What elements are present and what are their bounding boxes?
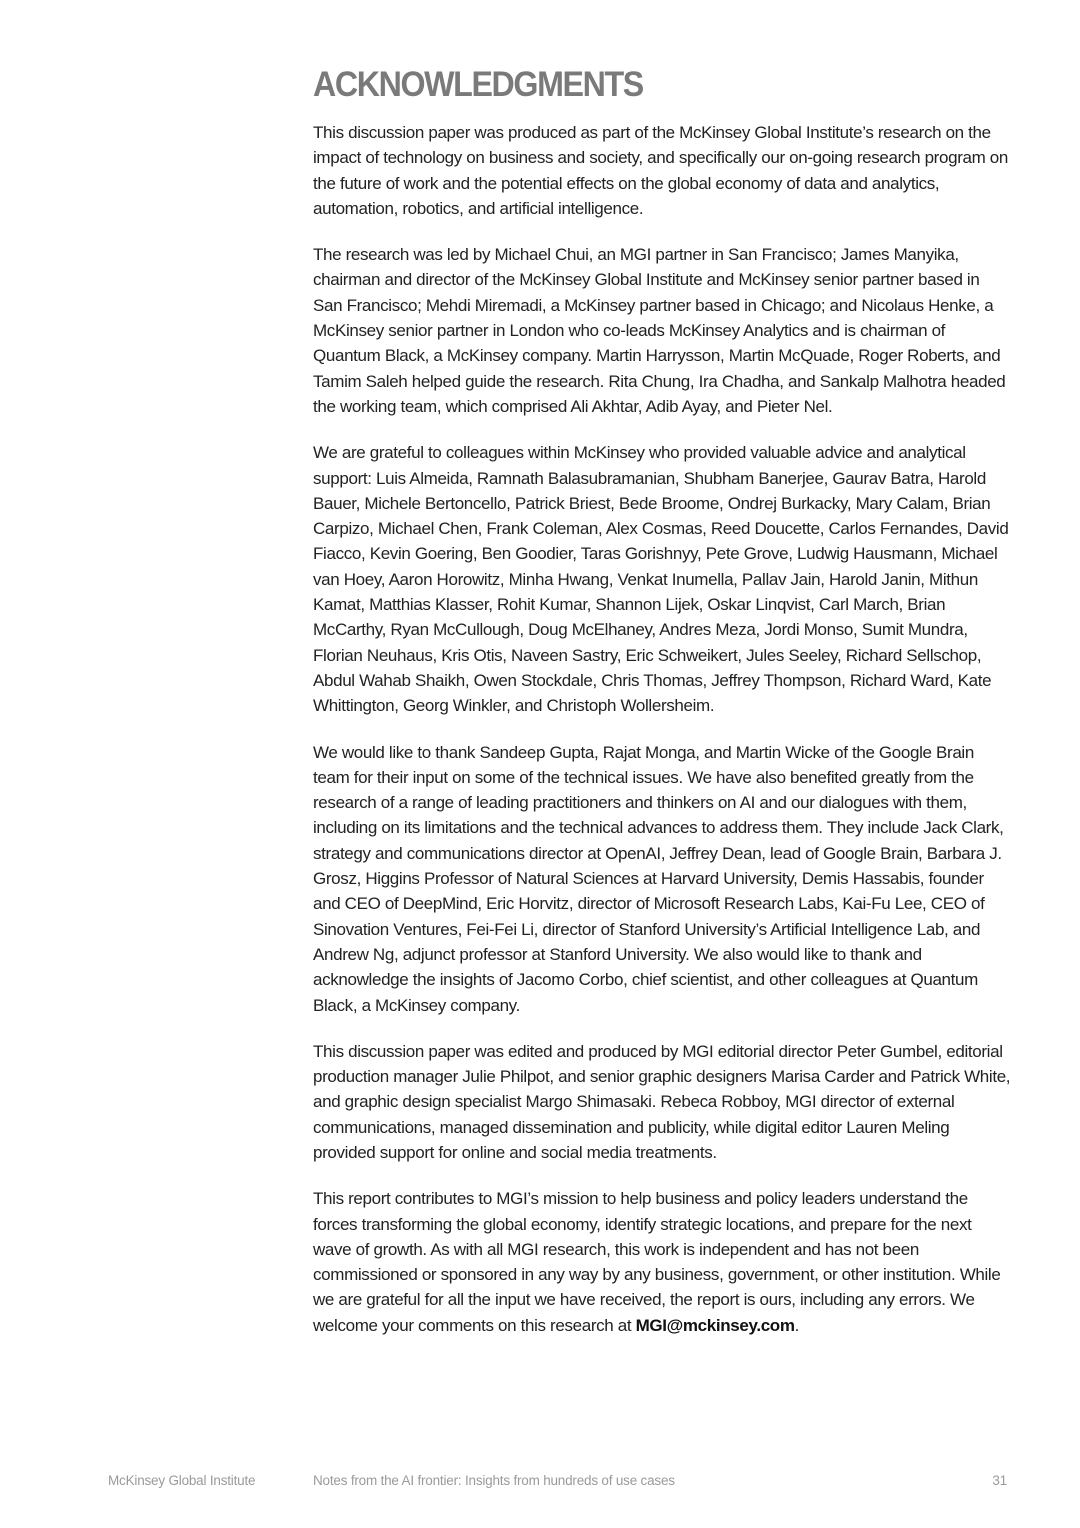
paragraph-research-leads: The research was led by Michael Chui, an MGI partner in San Francisco; James Manyika, chairman and director of the McKinsey Global Institute and McKinsey senior partner based in San Francisco; Mehdi Miremadi, a McKinsey partner based in Chicago; and Nicolaus Henke, a McKinsey senior partner in London who co-leads McKinsey Analytics and is chairman of Quantum Black, a McKinsey company. Martin Harrysson, Martin McQuade, Roger Roberts, and Tamim Saleh helped guide the research. Rita Chung, Ira Chadha, and Sankalp Malhotra headed the working team, which comprised Ali Akhtar, Adib Ayay, and Pieter Nel. [313,245,1006,416]
main-content [313,62,1013,1338]
paragraph-external-thanks: We would like to thank Sandeep Gupta, Rajat Monga, and Martin Wicke of the Google Brain team for their input on some of the technical issues. We have also benefited greatly from the research of a range of leading practitioners and thinkers on AI and our dialogues with them, including on its limitations and the technical advances to address them. They include Jack Clark, strategy and communications director at OpenAI, Jeffrey Dean, lead of Google Brain, Barbara J. Grosz, Higgins Professor of Natural Sciences at Harvard University, Demis Hassabis, founder and CEO of DeepMind, Eric Horvitz, director of Microsoft Research Labs, Kai-Fu Lee, CEO of Sinovation Ventures, Fei-Fei Li, director of Stanford University’s Artificial Intelligence Lab, and Andrew Ng, adjunct professor at Stanford University. We also would like to thank and acknowledge the insights of Jacomo Corbo, chief scientist, and other colleagues at Quantum Black, a McKinsey company. [313,742,1004,1015]
footer-publisher: McKinsey Global Institute [108,1473,256,1488]
footer-report-title: Notes from the AI frontier: Insights from hundreds of use cases [313,1473,675,1488]
mission-text: This report contributes to MGI’s mission to help business and policy leaders understand the forces transforming the global economy, identify strategic locations, and prepare for the next wave of growth. As with all MGI research, this work is independent and has not been commissioned or sponsored in any way by any business, government, or other institution. While we are grateful for all the input we have received, the report is ours, including any errors. We welcome your comments on this research at [313,1189,1001,1335]
paragraph-production: This discussion paper was edited and produced by MGI editorial director Peter Gumbel, editorial production manager Julie Philpot, and senior graphic designers Marisa Carder and Patrick White, and graphic design specialist Margo Shimasaki. Rebeca Robboy, MGI director of external communications, managed dissemination and publicity, while digital editor Lauren Meling provided support for online and social media treatments. [313,1041,1011,1162]
email-link[interactable]: MGI@mckinsey.com [635,1315,795,1335]
paragraph-mission [313,1186,1013,1338]
footer-page-number: 31 [992,1473,1007,1488]
page-title: ACKNOWLEDGMENTS [313,65,643,104]
paragraph-colleagues: We are grateful to colleagues within McKinsey who provided valuable advice and analytical support: Luis Almeida, Ramnath Balasubramanian, Shubham Banerjee, Gaurav Batra, Harold Bauer, Michele Bertoncello, Patrick Briest, Bede Broome, Ondrej Burkacky, Mary Calam, Brian Carpizo, Michael Chen, Frank Coleman, Alex Cosmas, Reed Doucette, Carlos Fernandes, David Fiacco, Kevin Goering, Ben Goodier, Taras Gorishnyy, Pete Grove, Ludwig Hausmann, Michael van Hoey, Aaron Horowitz, Minha Hwang, Venkat Inumella, Pallav Jain, Harold Janin, Mithun Kamat, Matthias Klasser, Rohit Kumar, Shannon Lijek, Oskar Linqvist, Carl March, Brian McCarthy, Ryan McCullough, Doug McElhaney, Andres Meza, Jordi Monso, Sumit Mundra, Florian Neuhaus, Kris Otis, Naveen Sastry, Eric Schweikert, Jules Seeley, Richard Sellschop, Abdul Wahab Shaikh, Owen Stockdale, Chris Thomas, Jeffrey Thompson, Richard Ward, Kate Whittington, Georg Winkler, and Christoph Wollersheim. [313,443,1009,716]
paragraph-intro: This discussion paper was produced as part of the McKinsey Global Institute’s research on the impact of technology on business and society, and specifically our on-going research program on the future of work and the potential effects on the global economy of data and analytics, automation, robotics, and artificial intelligence. [313,123,1009,218]
mission-end: . [794,1315,799,1335]
